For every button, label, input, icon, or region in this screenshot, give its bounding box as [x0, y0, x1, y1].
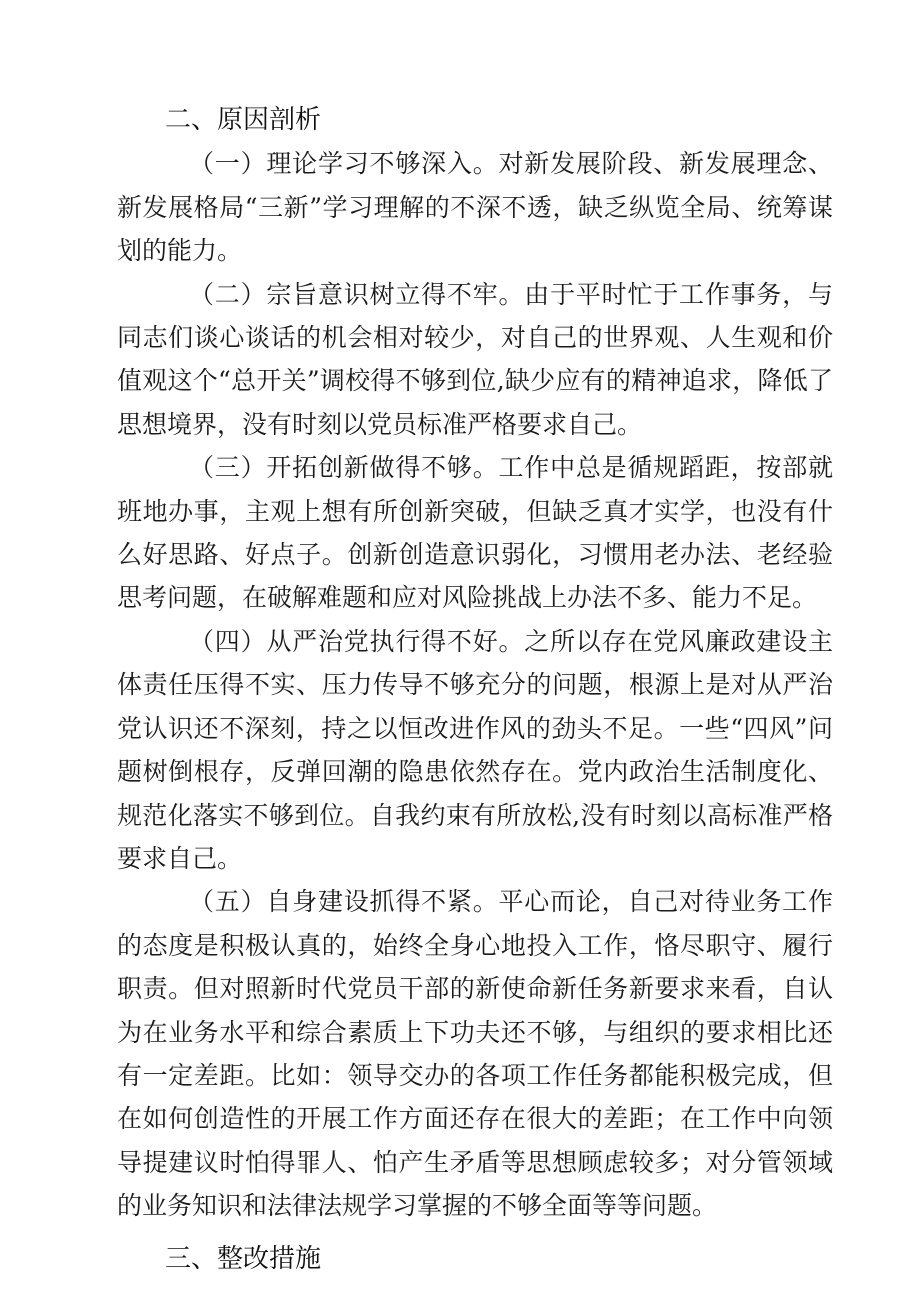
- paragraph-party-discipline: （四）从严治党执行得不好。之所以存在党风廉政建设主体责任压得不实、压力传导不够充分的问题，根源上是对从严治党认识还不深刻，持之以恒改进作风的劲头不足。一些“四风”问题树倒根存，反弹回潮的隐患依然存在。党内政治生活制度化、规范化落实不够到位。自我约束有所放松,没有时刻以高标准严格要求自己。: [117, 626, 833, 873]
- document-body: [117, 99, 833, 1281]
- paragraph-theory-study: （一）理论学习不够深入。对新发展阶段、新发展理念、新发展格局“三新”学习理解的不深不透，缺乏纵览全局、统筹谋划的能力。: [117, 149, 833, 266]
- paragraph-self-construction: （五）自身建设抓得不紧。平心而论，自己对待业务工作的态度是积极认真的，始终全身心地投入工作，恪尽职守、履行职责。但对照新时代党员干部的新使命新任务新要求来看，自认为在业务水平和综合素质上下功夫还不够，与组织的要求相比还有一定差距。比如：领导交办的各项工作任务都能积极完成，但在如何创造性的开展工作方面还存在很大的差距；在工作中向领导提建议时怕得罪人、怕产生矛盾等思想顾虑较多；对分管领域的业务知识和法律法规学习掌握的不够全面等等问题。: [117, 887, 833, 1221]
- paragraph-innovation: （三）开拓创新做得不够。工作中总是循规蹈距，按部就班地办事，主观上想有所创新突破，但缺乏真才实学，也没有什么好思路、好点子。创新创造意识弱化，习惯用老办法、老经验思考问题，在破解难题和应对风险挑战上办法不多、能力不足。: [117, 453, 833, 613]
- paragraph-purpose-awareness: （二）宗旨意识树立得不牢。由于平时忙于工作事务，与同志们谈心谈话的机会相对较少，对自己的世界观、人生观和价值观这个“总开关”调校得不够到位,缺少应有的精神追求，降低了思想境界，没有时刻以党员标准严格要求自己。: [117, 279, 833, 439]
- section-heading-cause-analysis: 二、原因剖析: [165, 105, 322, 135]
- section-heading-rectification-measures: 三、整改措施: [165, 1243, 322, 1274]
